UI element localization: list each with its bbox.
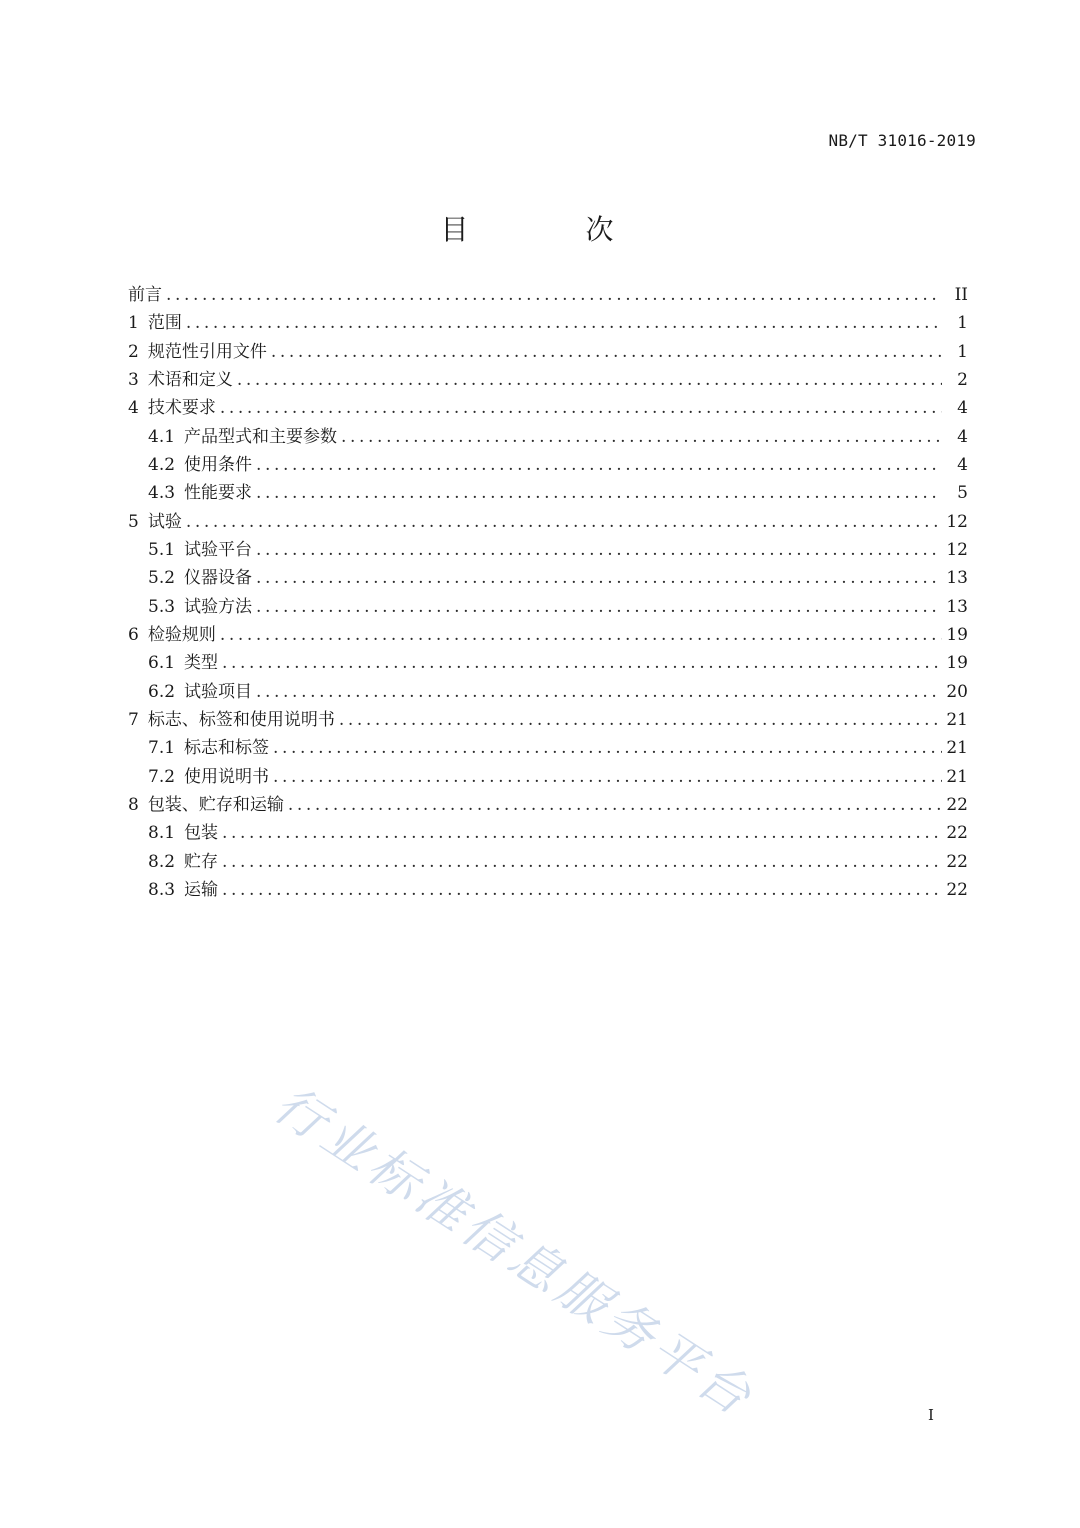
toc-entry-page: 22 [946,794,968,815]
toc-entry-page: 4 [957,398,968,419]
toc-entry-page: 21 [946,709,968,730]
toc-dot-leader [339,706,942,734]
toc-entry[interactable] [128,706,968,734]
toc-entry[interactable] [128,734,968,762]
toc-entry-number: 5.1 [148,539,176,560]
toc-entry-page: 2 [957,369,968,390]
toc-entry[interactable] [128,678,968,706]
toc-entry[interactable] [128,649,968,677]
toc-entry[interactable] [128,309,968,337]
toc-entry-title: 性能要求 [184,483,253,504]
table-of-contents [128,281,968,904]
toc-entry-page: 19 [946,653,968,674]
toc-entry-page: 21 [946,738,968,759]
toc-dot-leader [256,451,942,479]
toc-entry[interactable] [128,564,968,592]
toc-dot-leader [166,281,942,309]
toc-entry-number: 5.3 [148,596,176,617]
toc-entry-page: 20 [946,681,968,702]
toc-entry-page: 13 [946,568,968,589]
toc-entry-number: 4 [128,398,139,419]
toc-entry-title: 仪器设备 [184,568,253,589]
toc-entry[interactable] [128,479,968,507]
page-title: 目 次 [440,213,668,246]
toc-entry-number: 3 [128,369,139,390]
toc-entry-title: 标志、标签和使用说明书 [147,709,335,730]
page-number: I [928,1406,934,1424]
toc-entry-title: 产品型式和主要参数 [184,426,338,447]
toc-entry-number: 5 [128,511,139,532]
toc-entry-title: 包装、贮存和运输 [147,794,284,815]
toc-dot-leader [341,423,942,451]
toc-entry[interactable] [128,621,968,649]
toc-entry-number: 6.2 [148,681,176,702]
toc-entry-page: 5 [957,483,968,504]
toc-entry-page: 4 [957,454,968,475]
toc-entry[interactable] [128,848,968,876]
toc-dot-leader [220,621,942,649]
toc-entry-title: 规范性引用文件 [147,341,267,362]
toc-entry[interactable] [128,366,968,394]
toc-dot-leader [220,394,942,422]
watermark: 行业标准信息服务平台 [264,1075,766,1429]
toc-entry-number: 6.1 [148,653,176,674]
toc-entry-title: 试验 [147,511,182,532]
toc-entry-title: 运输 [184,879,219,900]
toc-entry-page: 22 [946,823,968,844]
toc-entry-number: 8.2 [148,851,176,872]
toc-dot-leader [222,819,942,847]
toc-entry-number: 7.1 [148,738,176,759]
toc-dot-leader [256,678,942,706]
toc-entry[interactable] [128,876,968,904]
toc-entry-title: 使用说明书 [184,766,270,787]
toc-entry-number: 6 [128,624,139,645]
toc-entry-number: 4.3 [148,483,176,504]
toc-entry[interactable] [128,394,968,422]
toc-entry-page: 19 [946,624,968,645]
toc-entry[interactable] [128,423,968,451]
toc-entry-page: 13 [946,596,968,617]
toc-entry[interactable] [128,593,968,621]
toc-entry[interactable] [128,536,968,564]
toc-entry-title: 术语和定义 [147,369,233,390]
toc-entry-page: 1 [957,313,968,334]
toc-dot-leader [256,564,942,592]
toc-entry-number: 4.2 [148,454,176,475]
toc-dot-leader [271,338,942,366]
toc-entry-number: 4.1 [148,426,176,447]
toc-dot-leader [288,791,942,819]
toc-entry-page: 4 [957,426,968,447]
toc-entry-number: 1 [128,313,139,334]
toc-entry-title: 检验规则 [147,624,216,645]
toc-entry-number: 8.3 [148,879,176,900]
toc-entry-number: 7 [128,709,139,730]
toc-entry-title: 试验平台 [184,539,253,560]
toc-entry-title: 试验方法 [184,596,253,617]
toc-entry-title: 试验项目 [184,681,253,702]
toc-entry-number: 8 [128,794,139,815]
toc-entry-title: 技术要求 [147,398,216,419]
toc-dot-leader [186,309,942,337]
toc-entry-page: 22 [946,851,968,872]
toc-entry-page: 21 [946,766,968,787]
toc-entry-page: 22 [946,879,968,900]
toc-entry[interactable] [128,451,968,479]
toc-entry-title: 包装 [184,823,219,844]
toc-dot-leader [273,734,942,762]
toc-entry[interactable] [128,508,968,536]
toc-entry[interactable] [128,763,968,791]
toc-entry-page: 12 [946,539,968,560]
toc-entry-title: 贮存 [184,851,219,872]
toc-entry-number: 7.2 [148,766,176,787]
toc-entry-title: 使用条件 [184,454,253,475]
toc-entry-title: 前言 [128,285,162,305]
toc-entry-page: II [954,285,968,305]
toc-entry[interactable] [128,791,968,819]
toc-dot-leader [222,876,942,904]
toc-dot-leader [273,763,942,791]
toc-entry-number: 8.1 [148,823,176,844]
toc-dot-leader [237,366,942,394]
toc-entry-page: 1 [957,341,968,362]
document-code: NB/T 31016-2019 [828,131,976,150]
toc-entry-page: 12 [946,511,968,532]
toc-entry-number: 2 [128,341,139,362]
toc-entry-title: 标志和标签 [184,738,270,759]
toc-entry-number: 5.2 [148,568,176,589]
toc-dot-leader [222,649,942,677]
toc-entry[interactable] [128,338,968,366]
toc-dot-leader [222,848,942,876]
toc-dot-leader [186,508,942,536]
toc-dot-leader [256,593,942,621]
toc-entry-title: 范围 [147,313,182,334]
toc-entry-title: 类型 [184,653,219,674]
toc-entry[interactable] [128,819,968,847]
toc-entry[interactable] [128,281,968,309]
toc-dot-leader [256,479,942,507]
toc-dot-leader [256,536,942,564]
